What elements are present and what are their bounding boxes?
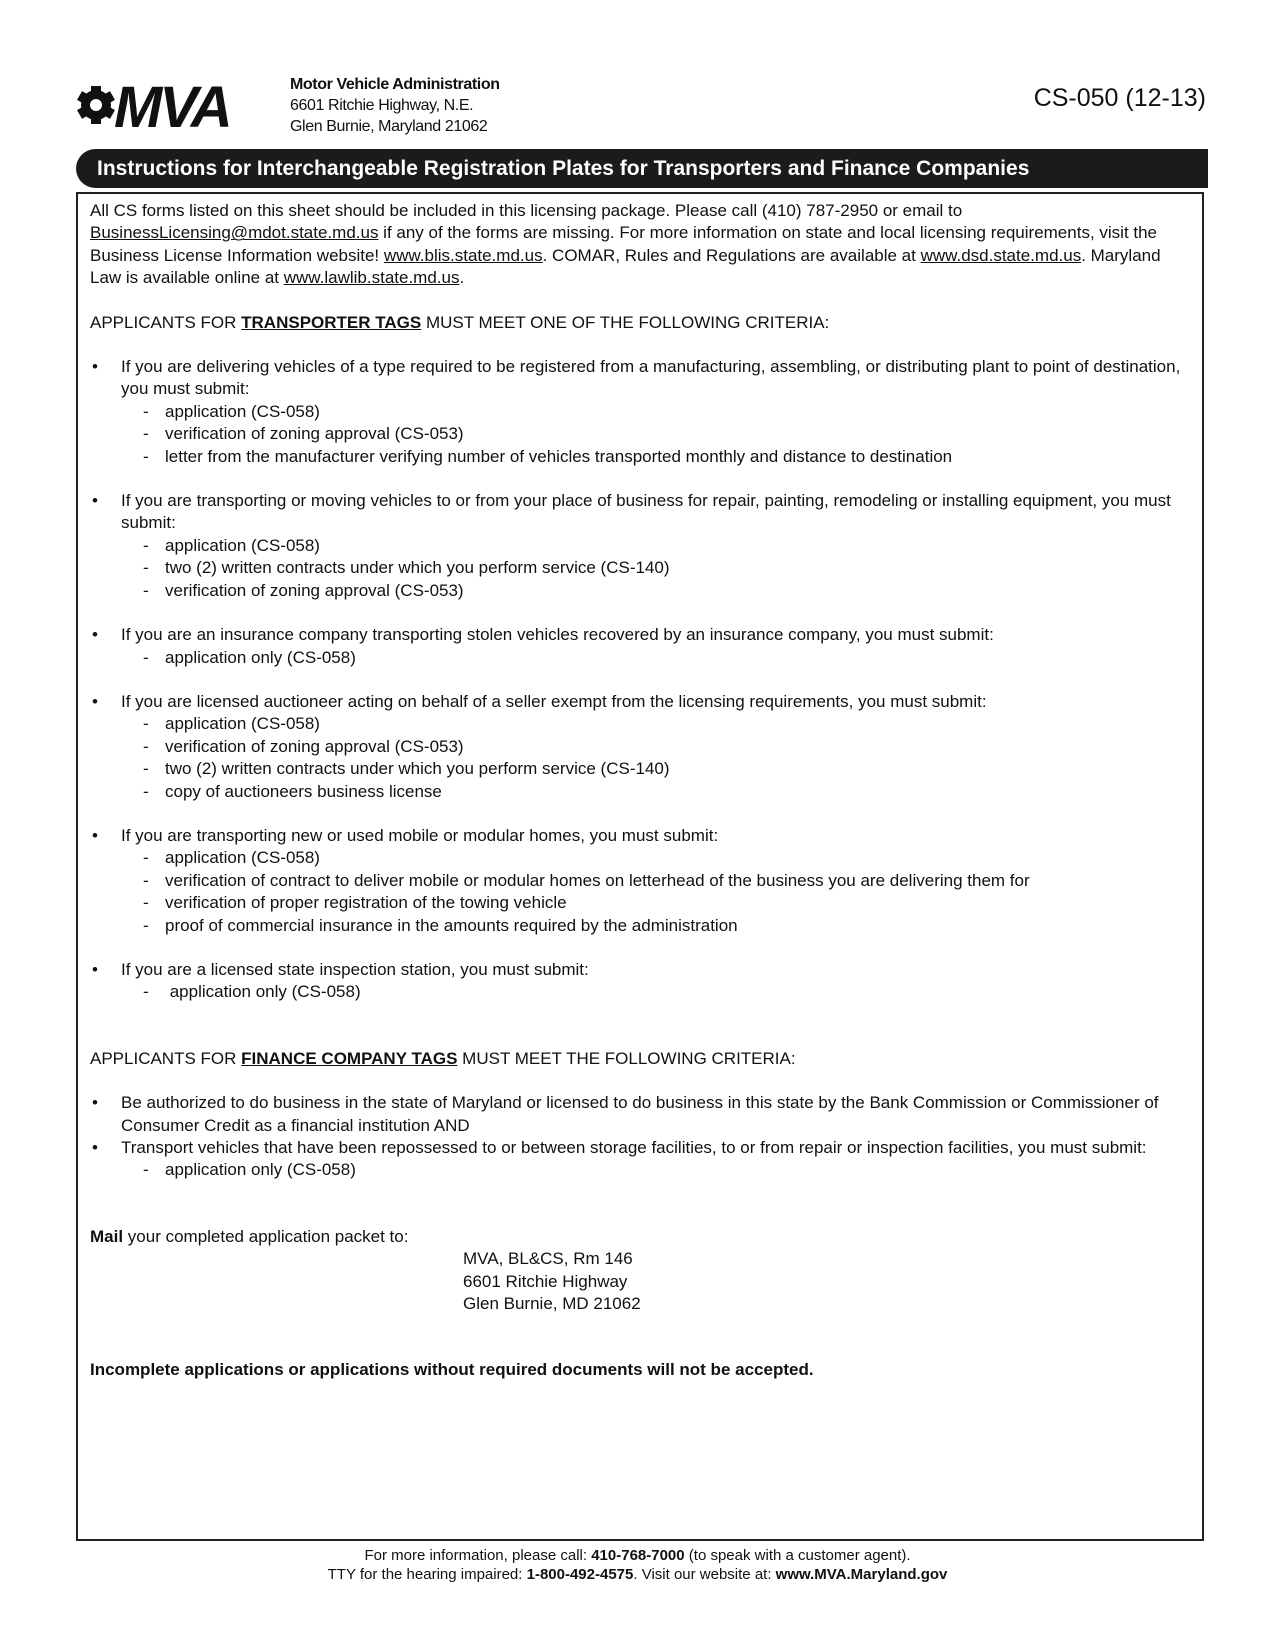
bullet-item (90, 1137, 1190, 1159)
bullet-icon: • (92, 959, 98, 979)
transporter-heading-post: MUST MEET ONE OF THE FOLLOWING CRITERIA: (421, 312, 830, 332)
bullet-icon: • (92, 357, 98, 377)
transporter-group (90, 624, 1190, 669)
intro-text-2: if any of the forms are missing. For more information on state and local licensing requirements, visit the Business License Information website! (90, 223, 1158, 265)
transporter-group (90, 356, 1190, 468)
org-block (290, 74, 500, 137)
mailing-address (90, 1248, 1190, 1315)
requirement-item (90, 736, 1190, 758)
requirement-text: application only (CS-058) (165, 1160, 356, 1180)
requirement-text: application (CS-058) (165, 848, 320, 868)
blis-link[interactable]: www.blis.state.md.us (383, 245, 543, 265)
finance-heading-post: MUST MEET THE FOLLOWING CRITERIA: (457, 1048, 796, 1068)
header (76, 72, 1206, 134)
transporter-group (90, 959, 1190, 1004)
footer-line-1 (0, 1546, 1275, 1565)
requirement-item (90, 981, 1190, 1003)
instructions-box (76, 192, 1204, 1541)
dash-icon: - (143, 736, 149, 756)
criterion-text: If you are transporting or moving vehicles to or from your place of business for repair, painting, remodeling or installing equipment, you must submit: (121, 491, 1171, 533)
requirement-item (90, 423, 1190, 445)
mail-label-rest: your completed application packet to: (123, 1226, 409, 1246)
transporter-heading-pre: APPLICANTS FOR (90, 312, 242, 332)
dash-icon: - (143, 580, 149, 600)
requirement-text: application (CS-058) (165, 401, 320, 421)
transporter-group (90, 825, 1190, 937)
requirement-item (90, 647, 1190, 669)
requirement-text: letter from the manufacturer verifying number of vehicles transported monthly and distance to destination (165, 446, 953, 466)
finance-heading-bold: FINANCE COMPANY TAGS (241, 1048, 458, 1068)
bullet-item (90, 490, 1190, 535)
footer-text: (to speak with a customer agent). (684, 1547, 911, 1564)
dash-icon: - (143, 714, 149, 734)
intro-paragraph (90, 200, 1190, 290)
requirement-text: verification of proper registration of the towing vehicle (165, 893, 567, 913)
transporter-heading-bold: TRANSPORTER TAGS (241, 312, 422, 332)
criterion-text: If you are delivering vehicles of a type required to be registered from a manufacturing, assembling, or distributing plant to point of destination, you must submit: (121, 357, 1181, 399)
dash-icon: - (143, 401, 149, 421)
logo-wordmark: MVA (114, 76, 230, 132)
requirement-item (90, 892, 1190, 914)
bullet-icon: • (92, 1138, 98, 1157)
finance-heading (90, 1048, 1190, 1070)
footer-text: For more information, please call: (364, 1547, 592, 1564)
requirement-item (90, 401, 1190, 423)
org-address-line-2: Glen Burnie, Maryland 21062 (290, 118, 488, 135)
requirement-text: application only (CS-058) (165, 982, 361, 1002)
website-link[interactable]: www.MVA.Maryland.gov (775, 1566, 948, 1583)
criterion-text: If you are a licensed state inspection station, you must submit: (121, 959, 589, 979)
requirement-item (90, 580, 1190, 602)
bullet-icon: • (92, 1093, 98, 1113)
requirement-text: proof of commercial insurance in the amounts required by the administration (165, 915, 738, 935)
bullet-item (90, 691, 1190, 713)
dsd-link[interactable]: www.dsd.state.md.us (920, 245, 1082, 265)
mail-label-bold: Mail (90, 1226, 124, 1246)
mail-instruction (90, 1226, 1190, 1248)
dash-icon: - (143, 870, 149, 890)
requirement-text: copy of auctioneers business license (165, 781, 442, 801)
criterion-text: If you are licensed auctioneer acting on behalf of a seller exempt from the licensing requirements, you must submit: (121, 691, 987, 711)
requirement-text: verification of contract to deliver mobile or modular homes on letterhead of the business you are delivering them for (165, 870, 1030, 890)
criterion-text: Be authorized to do business in the state of Maryland or licensed to do business in this state by the Bank Commission or Commissioner of Consumer Credit as a financial institution AND (121, 1093, 1159, 1135)
bullet-icon: • (92, 825, 98, 845)
requirement-text: application only (CS-058) (165, 647, 356, 667)
email-link[interactable]: BusinessLicensing@mdot.state.md.us (90, 223, 379, 243)
requirement-text: application (CS-058) (165, 535, 320, 555)
transporter-group (90, 691, 1190, 803)
transporter-heading (90, 312, 1190, 334)
requirement-item (90, 781, 1190, 803)
requirement-item (90, 535, 1190, 557)
transporter-group (90, 490, 1190, 602)
page-title: Instructions for Interchangeable Registration Plates for Transporters and Finance Companies (97, 157, 1030, 180)
org-address-line-1: 6601 Ritchie Highway, N.E. (290, 97, 474, 114)
requirement-text: verification of zoning approval (CS-053) (165, 580, 464, 600)
bullet-item (90, 1092, 1190, 1137)
requirement-text: verification of zoning approval (CS-053) (165, 736, 464, 756)
requirement-text: two (2) written contracts under which you perform service (CS-140) (165, 558, 670, 578)
dash-icon: - (143, 915, 149, 935)
bullet-item (90, 624, 1190, 646)
requirement-text: two (2) written contracts under which you perform service (CS-140) (165, 759, 670, 779)
address-line-1: MVA, BL&CS, Rm 146 (463, 1249, 633, 1269)
requirement-text: application (CS-058) (165, 714, 320, 734)
dash-icon: - (143, 1160, 149, 1180)
bullet-icon: • (92, 491, 98, 511)
bullet-icon: • (92, 625, 98, 645)
footer-line-2 (0, 1565, 1275, 1584)
requirement-item (90, 847, 1190, 869)
dash-icon: - (143, 893, 149, 913)
dash-icon: - (143, 535, 149, 555)
bullet-item (90, 356, 1190, 401)
address-line-3: Glen Burnie, MD 21062 (463, 1294, 641, 1314)
lawlib-link[interactable]: www.lawlib.state.md.us (283, 268, 460, 288)
footer-text: TTY for the hearing impaired: (327, 1566, 527, 1583)
title-banner (76, 149, 1208, 188)
dash-icon: - (143, 558, 149, 578)
dash-icon: - (143, 424, 149, 444)
dash-icon: - (143, 781, 149, 801)
requirement-item (90, 713, 1190, 735)
mva-gear-icon (77, 86, 115, 124)
requirement-item (90, 915, 1190, 937)
mva-logo (76, 76, 281, 132)
footer-text: . Visit our website at: (633, 1566, 776, 1583)
dash-icon: - (143, 759, 149, 779)
dash-icon: - (143, 647, 149, 667)
requirement-item (90, 758, 1190, 780)
org-name: Motor Vehicle Administration (290, 76, 500, 93)
requirement-item (90, 870, 1190, 892)
criterion-text: If you are an insurance company transporting stolen vehicles recovered by an insurance company, you must submit: (121, 625, 994, 645)
dash-icon: - (143, 982, 149, 1002)
criterion-text: Transport vehicles that have been repossessed to or between storage facilities, to or from repair or inspection facilities, you must submit: (121, 1138, 1147, 1157)
bullet-icon: • (92, 691, 98, 711)
dash-icon: - (143, 446, 149, 466)
intro-text-5: . (459, 268, 465, 288)
requirement-item (90, 557, 1190, 579)
bullet-item (90, 825, 1190, 847)
form-number: CS-050 (12-13) (1033, 84, 1206, 112)
criterion-text: If you are transporting new or used mobile or modular homes, you must submit: (121, 825, 719, 845)
intro-text-1: All CS forms listed on this sheet should be included in this licensing package. Please call (410) 787-2950 or email to (90, 201, 963, 220)
bullet-item (90, 959, 1190, 981)
intro-text-3: . COMAR, Rules and Regulations are available at (542, 245, 921, 265)
requirement-item (90, 446, 1190, 468)
requirement-text: verification of zoning approval (CS-053) (165, 424, 464, 444)
intro-text-4: . Maryland Law is available online at (90, 245, 1161, 288)
requirement-item (90, 1159, 1190, 1181)
customer-phone: 410-768-7000 (591, 1547, 685, 1564)
tty-phone: 1-800-492-4575 (526, 1566, 634, 1583)
incomplete-warning: Incomplete applications or applications without required documents will not be accepted. (90, 1360, 814, 1380)
address-line-2: 6601 Ritchie Highway (463, 1271, 628, 1291)
finance-heading-pre: APPLICANTS FOR (90, 1048, 242, 1068)
dash-icon: - (143, 848, 149, 868)
footer (0, 1546, 1275, 1584)
